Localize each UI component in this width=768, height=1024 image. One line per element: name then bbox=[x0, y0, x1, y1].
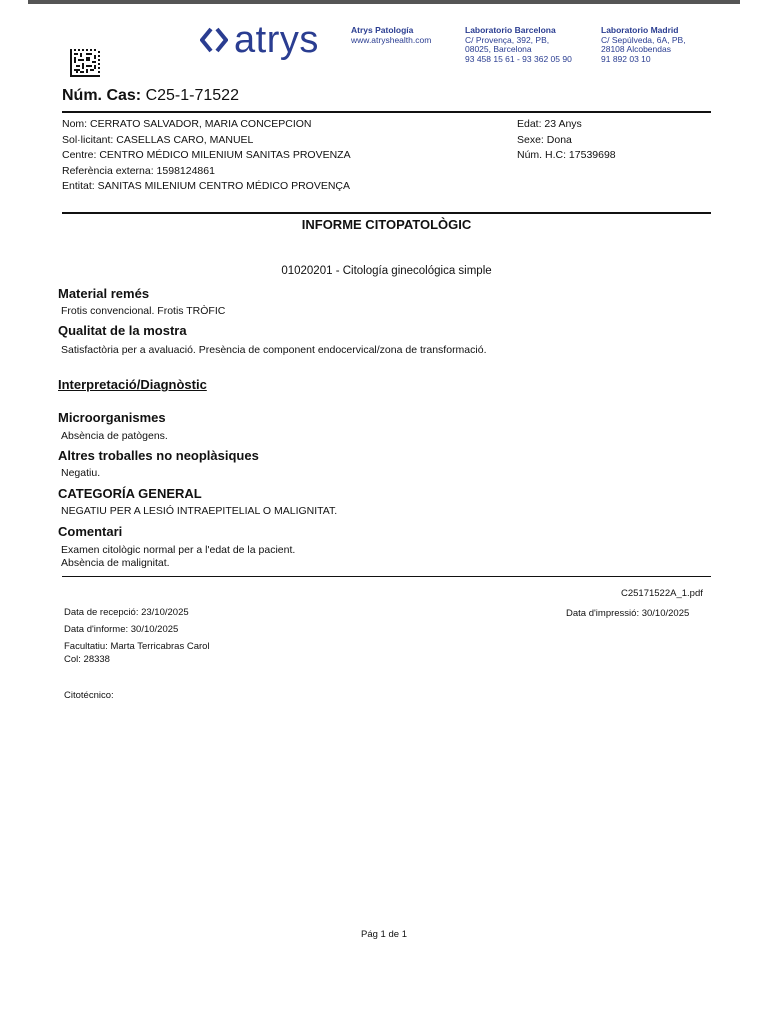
file-name: C25171522A_1.pdf bbox=[621, 588, 703, 599]
header-col2-line: C/ Provença, 392, PB, bbox=[465, 34, 550, 45]
brand-name: atrys bbox=[234, 19, 319, 61]
case-number bbox=[62, 86, 239, 106]
report-title: INFORME CITOPATOLÒGIC bbox=[301, 217, 472, 232]
comment-line: Absència de malignitat. bbox=[61, 557, 170, 569]
entity: Entitat: SANITAS MILENIUM CENTRO MÉDICO PROVENÇA bbox=[62, 180, 351, 192]
case-value: C25-1-71522 bbox=[145, 87, 239, 104]
patient-info-left bbox=[62, 117, 351, 195]
header-col3-line: 91 892 03 10 bbox=[601, 53, 651, 64]
other-findings-heading: Altres troballes no neoplàsiques bbox=[58, 448, 259, 463]
material-heading: Material remés bbox=[58, 286, 150, 301]
reception-date: Data de recepció: 23/10/2025 bbox=[64, 607, 189, 618]
divider bbox=[62, 212, 711, 214]
header-contact-madrid bbox=[601, 26, 686, 64]
general-category-text: NEGATIU PER A LESIÓ INTRAEPITELIAL O MALIGNITAT. bbox=[61, 505, 338, 517]
medical-record-number: Núm. H.C: 17539698 bbox=[517, 149, 616, 161]
case-label: Núm. Cas: bbox=[62, 87, 142, 104]
microorganisms-text: Absència de patògens. bbox=[61, 430, 168, 442]
datamatrix-barcode-icon bbox=[70, 49, 100, 77]
interpretation-heading: Interpretació/Diagnòstic bbox=[58, 377, 207, 392]
patient-age: Edat: 23 Anys bbox=[517, 118, 582, 130]
divider bbox=[62, 576, 711, 577]
patient-info-right bbox=[517, 117, 616, 164]
patient-sex: Sexe: Dona bbox=[517, 133, 572, 146]
comment-line: Examen citològic normal per a l'edat de la pacient. bbox=[61, 544, 296, 556]
header-col1-line: www.atryshealth.com bbox=[351, 34, 432, 45]
report-date: Data d'informe: 30/10/2025 bbox=[64, 624, 179, 635]
doctor-name: Facultatiu: Marta Terricabras Carol bbox=[64, 641, 210, 652]
header-col2-line: 93 458 15 61 - 93 362 05 90 bbox=[465, 53, 572, 64]
header-col2-line: 08025, Barcelona bbox=[465, 44, 532, 55]
atrys-diamond-logo-icon bbox=[200, 26, 228, 54]
header-contact-barcelona bbox=[465, 26, 572, 64]
other-findings-text: Negatiu. bbox=[61, 467, 101, 479]
material-text: Frotis convencional. Frotis TRÒFIC bbox=[61, 305, 226, 317]
microorganisms-heading: Microorganismes bbox=[58, 410, 166, 425]
external-reference: Referència externa: 1598124861 bbox=[62, 164, 215, 177]
general-category-heading: CATEGORÍA GENERAL bbox=[58, 486, 202, 501]
test-name: 01020201 - Citología ginecológica simple bbox=[281, 265, 492, 277]
atrys-logo bbox=[200, 20, 319, 60]
divider bbox=[62, 111, 711, 113]
doctor-license: Col: 28338 bbox=[64, 654, 110, 665]
quality-text: Satisfactòria per a avaluació. Presència de component endocervical/zona de transformació. bbox=[61, 344, 487, 356]
print-date: Data d'impressió: 30/10/2025 bbox=[566, 608, 690, 619]
header-col3-title: Laboratorio Madrid bbox=[601, 25, 679, 35]
patient-name: Nom: CERRATO SALVADOR, MARIA CONCEPCION bbox=[62, 118, 312, 130]
quality-heading: Qualitat de la mostra bbox=[58, 323, 187, 338]
top-border bbox=[28, 0, 740, 4]
header-contact-web bbox=[351, 26, 431, 45]
cytotechnician-label: Citotécnico: bbox=[64, 690, 114, 701]
comment-heading: Comentari bbox=[58, 524, 123, 539]
header-col3-line: C/ Sepúlveda, 6A, PB, bbox=[601, 34, 686, 45]
center: Centre: CENTRO MÉDICO MILENIUM SANITAS PROVENZA bbox=[62, 149, 351, 161]
header-col1-title: Atrys Patología bbox=[351, 25, 414, 35]
page-number: Pág 1 de 1 bbox=[361, 929, 407, 940]
requester: Sol·licitant: CASELLAS CARO, MANUEL bbox=[62, 133, 254, 146]
header-col3-line: 28108 Alcobendas bbox=[601, 44, 671, 55]
header-col2-title: Laboratorio Barcelona bbox=[465, 25, 556, 35]
